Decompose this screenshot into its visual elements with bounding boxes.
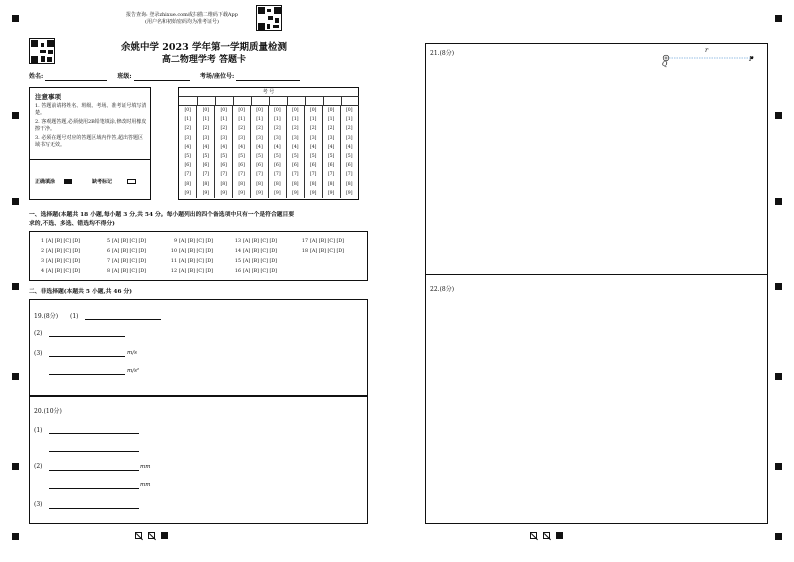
exam-number-digit-row — [179, 180, 358, 189]
exam-number-bubble[interactable]: [3] — [233, 134, 251, 143]
exam-number-bubble[interactable]: [5] — [197, 152, 215, 161]
exam-number-bubble[interactable]: [9] — [215, 189, 233, 198]
choice-options[interactable]: [A] [B] [C] [D] — [179, 259, 214, 264]
choice-question-number: 12 — [170, 269, 177, 274]
choice-question-number: 9 — [173, 239, 177, 244]
choice-options[interactable]: [A] [B] [C] [D] — [310, 239, 345, 244]
exam-number-bubble[interactable]: [5] — [268, 152, 286, 161]
exam-number-bubble[interactable]: [2] — [251, 124, 269, 133]
exam-number-bubble[interactable]: [3] — [304, 134, 322, 143]
exam-number-bubble[interactable]: [9] — [304, 189, 322, 198]
exam-number-bubble[interactable]: [5] — [322, 152, 340, 161]
exam-number-bubble[interactable]: [6] — [215, 161, 233, 170]
room-seat-label: 考场/座位号: — [199, 73, 235, 80]
exam-number-bubble[interactable]: [2] — [304, 124, 322, 133]
choice-question-number: 18 — [301, 249, 308, 254]
exam-number-bubble[interactable]: [6] — [268, 161, 286, 170]
registration-mark-bottom-right — [775, 533, 782, 540]
exam-number-bubble[interactable]: [5] — [286, 152, 304, 161]
exam-number-bubble[interactable]: [7] — [322, 170, 340, 179]
exam-number-grid — [178, 87, 359, 200]
exam-number-columns — [179, 96, 359, 105]
q19-unit-ms2: m/s² — [127, 368, 140, 374]
exam-number-bubble[interactable]: [4] — [268, 143, 286, 152]
exam-number-bubble[interactable]: [6] — [340, 161, 358, 170]
exam-number-bubble[interactable]: [5] — [340, 152, 358, 161]
label-r: r — [705, 46, 709, 54]
q21-title: 21.(8分) — [430, 50, 455, 57]
q20-part2-line-1[interactable] — [49, 463, 139, 471]
choice-options[interactable]: [A] [B] [C] [D] — [243, 239, 278, 244]
exam-number-digit-row — [179, 124, 358, 133]
exam-number-bubble[interactable]: [6] — [251, 161, 269, 170]
exam-number-bubble[interactable]: [3] — [251, 134, 269, 143]
exam-number-bubble[interactable]: [1] — [268, 115, 286, 124]
exam-number-bubble[interactable]: [0] — [322, 106, 340, 115]
exam-number-bubble[interactable]: [0] — [184, 108, 191, 114]
notes-item-2: 2. 客观题答题,必须使用2B铅笔填涂,修改时用橡皮擦干净。 — [35, 119, 147, 132]
choice-options[interactable]: [A] [B] [C] [D] — [46, 239, 81, 244]
exam-number-bubble[interactable]: [1] — [233, 115, 251, 124]
choice-question-5 — [102, 239, 146, 244]
exam-number-bubble[interactable]: [0] — [215, 106, 233, 115]
exam-number-bubble[interactable]: [1] — [197, 115, 215, 124]
q20-part1-line-1[interactable] — [49, 426, 139, 434]
exam-title: 高二物理学考 答题卡 — [161, 55, 247, 65]
exam-number-bubble[interactable]: [0] — [268, 106, 286, 115]
exam-number-write-cell-divider — [197, 96, 198, 105]
exam-number-bubble[interactable]: [3] — [197, 134, 215, 143]
exam-number-bubble[interactable]: [8] — [184, 181, 191, 187]
exam-number-digit-row — [179, 161, 358, 170]
exam-number-write-cell-divider — [251, 96, 252, 105]
exam-number-bubble[interactable]: [4] — [215, 143, 233, 152]
q19-part3-label: (3) — [34, 350, 43, 357]
choice-question-15 — [233, 259, 277, 264]
choice-question-number: 17 — [301, 239, 308, 244]
exam-number-bubble[interactable]: [0] — [251, 106, 269, 115]
exam-number-bubble[interactable]: [1] — [304, 115, 322, 124]
exam-number-bubble[interactable]: [9] — [233, 189, 251, 198]
choice-question-4 — [36, 269, 80, 274]
absent-label: 缺考标记 — [92, 179, 113, 185]
choice-options[interactable]: [A] [B] [C] [D] — [112, 269, 147, 274]
page-mark-right-2 — [543, 532, 550, 539]
exam-number-bubble[interactable]: [7] — [340, 170, 358, 179]
registration-mark-right-2 — [775, 198, 782, 205]
choice-options[interactable]: [A] [B] [C] [D] — [179, 249, 214, 254]
q20-unit-mm-1: mm — [140, 464, 151, 470]
right-answer-area — [425, 43, 768, 524]
exam-number-bubble[interactable]: [3] — [184, 135, 191, 141]
exam-number-bubble[interactable]: [8] — [251, 180, 269, 189]
exam-number-bubble[interactable]: [9] — [322, 189, 340, 198]
choice-options[interactable]: [A] [B] [C] [D] — [243, 249, 278, 254]
exam-number-bubble[interactable]: [2] — [322, 124, 340, 133]
paper-qr-code — [29, 38, 55, 64]
q20-part2-label: (2) — [34, 463, 43, 470]
choice-question-number: 8 — [106, 269, 110, 274]
exam-number-bubble[interactable]: [2] — [268, 124, 286, 133]
choice-question-14 — [233, 249, 277, 254]
exam-number-bubble[interactable]: [6] — [233, 161, 251, 170]
exam-number-bubble[interactable]: [3] — [268, 134, 286, 143]
registration-mark-top-left — [12, 15, 19, 22]
exam-number-bubble[interactable]: [5] — [304, 152, 322, 161]
exam-number-bubble[interactable]: [4] — [197, 143, 215, 152]
exam-number-bubble[interactable]: [1] — [286, 115, 304, 124]
exam-number-write-cell-divider — [215, 96, 216, 105]
exam-number-bubble[interactable]: [1] — [251, 115, 269, 124]
page-mark-right-1 — [530, 532, 537, 539]
exam-number-bubble[interactable]: [5] — [184, 154, 191, 160]
exam-number-bubble[interactable]: [4] — [286, 143, 304, 152]
exam-number-digit-row — [179, 170, 358, 179]
section1-title-cont: 求的,不选、多选、错选均不得分) — [29, 221, 115, 227]
exam-number-bubble[interactable]: [9] — [286, 189, 304, 198]
exam-number-bubble[interactable]: [4] — [304, 143, 322, 152]
registration-mark-right-5 — [775, 463, 782, 470]
registration-mark-left-3 — [12, 283, 19, 290]
q20-answer-box — [29, 396, 368, 524]
exam-number-bubble[interactable]: [7] — [251, 170, 269, 179]
choice-answer-box — [29, 231, 368, 281]
page-mark-right-3 — [556, 532, 563, 539]
school-title: 余姚中学 2023 学年第一学期质量检测 — [120, 42, 288, 53]
exam-number-bubble[interactable]: [8] — [268, 180, 286, 189]
exam-number-digit-row — [179, 134, 358, 143]
section2-title: 二、非选择题(本题共 5 小题,共 46 分) — [29, 289, 133, 295]
exam-number-bubble[interactable]: [6] — [184, 163, 191, 169]
exam-number-bubble[interactable]: [0] — [286, 106, 304, 115]
notes-divider — [30, 159, 151, 160]
choice-question-number: 3 — [40, 259, 44, 264]
exam-number-bubble[interactable]: [4] — [251, 143, 269, 152]
exam-number-write-cell-divider — [323, 96, 324, 105]
choice-question-number: 14 — [234, 249, 241, 254]
q20-part1-line-2[interactable] — [49, 444, 139, 452]
q19-part1-line[interactable] — [85, 312, 161, 320]
q20-part2-line-2[interactable] — [49, 481, 139, 489]
exam-number-bubble[interactable]: [0] — [197, 106, 215, 115]
choice-question-number: 2 — [40, 249, 44, 254]
exam-number-bubble[interactable]: [4] — [233, 143, 251, 152]
exam-number-bubble[interactable]: [2] — [215, 124, 233, 133]
name-field[interactable] — [45, 72, 107, 81]
choice-question-number: 11 — [170, 259, 177, 264]
exam-number-bubble[interactable]: [8] — [340, 180, 358, 189]
exam-number-bubble[interactable]: [5] — [233, 152, 251, 161]
exam-number-bubble[interactable]: [5] — [251, 152, 269, 161]
exam-number-bubble[interactable]: [8] — [286, 180, 304, 189]
choice-options[interactable]: [A] [B] [C] [D] — [112, 259, 147, 264]
exam-number-bubble[interactable]: [8] — [322, 180, 340, 189]
registration-mark-bottom-left — [12, 533, 19, 540]
exam-number-bubble[interactable]: [0] — [233, 106, 251, 115]
exam-number-bubble[interactable]: [7] — [286, 170, 304, 179]
exam-number-digit-row — [179, 189, 358, 198]
class-field[interactable] — [134, 72, 190, 81]
q20-part1-label: (1) — [34, 427, 43, 434]
registration-mark-top-right — [775, 15, 782, 22]
exam-number-bubble[interactable]: [8] — [233, 180, 251, 189]
absent-mark-box[interactable] — [127, 179, 136, 184]
exam-number-bubble[interactable]: [1] — [340, 115, 358, 124]
choice-question-number: 6 — [106, 249, 110, 254]
exam-number-bubble[interactable]: [6] — [322, 161, 340, 170]
registration-mark-left-4 — [12, 373, 19, 380]
choice-options[interactable]: [A] [B] [C] [D] — [46, 249, 81, 254]
exam-number-bubble[interactable]: [2] — [197, 124, 215, 133]
exam-number-header: 考 号 — [262, 89, 275, 95]
choice-question-number: 1 — [40, 239, 44, 244]
exam-number-bubble[interactable]: [4] — [322, 143, 340, 152]
registration-mark-right-4 — [775, 373, 782, 380]
page-mark-left-2 — [148, 532, 155, 539]
choice-question-3 — [36, 259, 80, 264]
choice-options[interactable]: [A] [B] [C] [D] — [310, 249, 345, 254]
download-qr-code — [256, 5, 282, 31]
exam-number-write-cell-divider — [269, 96, 270, 105]
choice-question-8 — [102, 269, 146, 274]
choice-question-12 — [169, 269, 213, 274]
choice-question-number: 4 — [40, 269, 44, 274]
choice-options[interactable]: [A] [B] [C] [D] — [179, 239, 214, 244]
correct-fill-label: 正确填涂 — [35, 179, 56, 185]
exam-number-bubble[interactable]: [2] — [286, 124, 304, 133]
choice-options[interactable]: [A] [B] [C] [D] — [243, 259, 278, 264]
report-notice-line1: 报告查询: 登录zhixue.com或扫描二维码下载App — [126, 12, 238, 18]
class-label: 班级: — [117, 73, 132, 80]
exam-number-bubble-table — [179, 106, 358, 198]
section1-title: 一、选择题(本题共 18 小题,每小题 3 分,共 54 分。每小题列出的四个备选项中只有一个是符合题目要 — [29, 212, 295, 218]
exam-number-bubble[interactable]: [5] — [215, 152, 233, 161]
exam-number-bubble[interactable]: [1] — [215, 115, 233, 124]
registration-mark-left-1 — [12, 112, 19, 119]
exam-number-bubble[interactable]: [3] — [286, 134, 304, 143]
choice-question-9 — [169, 239, 213, 244]
exam-number-write-cell-divider — [233, 96, 234, 105]
notes-item-3: 3. 必须在题号对应的答题区域内作答,超出答题区域书写无效。 — [35, 135, 143, 148]
exam-number-bubble[interactable]: [7] — [197, 170, 215, 179]
exam-number-digit-row — [179, 152, 358, 161]
exam-number-bubble[interactable]: [4] — [340, 143, 358, 152]
choice-question-13 — [233, 239, 277, 244]
choice-question-number: 13 — [234, 239, 241, 244]
exam-number-write-cell-divider — [305, 96, 306, 105]
q22-title: 22.(8分) — [430, 286, 455, 293]
label-q: Q — [662, 60, 668, 68]
q19-part1-label: (1) — [70, 313, 79, 320]
choice-options[interactable]: [A] [B] [C] [D] — [46, 269, 81, 274]
exam-number-bubble[interactable]: [9] — [268, 189, 286, 198]
choice-options[interactable]: [A] [B] [C] [D] — [46, 259, 81, 264]
exam-number-bubble[interactable]: [2] — [184, 126, 191, 132]
q20-part3-line[interactable] — [49, 501, 139, 509]
q20-part3-label: (3) — [34, 501, 43, 508]
exam-number-bubble[interactable]: [3] — [215, 134, 233, 143]
q19-part2-line[interactable] — [49, 329, 125, 337]
exam-number-write-cell-divider — [287, 96, 288, 105]
report-notice — [112, 12, 252, 26]
choice-options[interactable]: [A] [B] [C] [D] — [179, 269, 214, 274]
correct-fill-sample — [64, 179, 72, 184]
name-label: 姓名: — [29, 73, 44, 80]
exam-number-digit-row — [179, 106, 358, 115]
registration-mark-right-1 — [775, 112, 782, 119]
label-p: P — [749, 55, 754, 63]
exam-number-bubble[interactable]: [8] — [215, 180, 233, 189]
exam-number-bubble[interactable]: [2] — [233, 124, 251, 133]
q19-part3-line-2[interactable] — [49, 367, 125, 375]
exam-number-bubble[interactable]: [9] — [251, 189, 269, 198]
choice-options[interactable]: [A] [B] [C] [D] — [243, 269, 278, 274]
choice-question-11 — [169, 259, 213, 264]
choice-question-18 — [300, 249, 344, 254]
exam-number-bubble[interactable]: [7] — [184, 172, 191, 178]
registration-mark-left-5 — [12, 463, 19, 470]
registration-mark-right-3 — [775, 283, 782, 290]
choice-question-16 — [233, 269, 277, 274]
choice-question-number: 7 — [106, 259, 110, 264]
registration-mark-left-2 — [12, 198, 19, 205]
exam-number-bubble[interactable]: [7] — [215, 170, 233, 179]
choice-question-1 — [36, 239, 80, 244]
exam-number-bubble[interactable]: [7] — [268, 170, 286, 179]
exam-number-bubble[interactable]: [3] — [322, 134, 340, 143]
exam-number-bubble[interactable]: [7] — [304, 170, 322, 179]
page-mark-left-1 — [135, 532, 142, 539]
q20-unit-mm-2: mm — [140, 482, 151, 488]
exam-number-bubble[interactable]: [0] — [304, 106, 322, 115]
notes-box — [29, 87, 151, 200]
q21-q22-divider — [426, 274, 768, 275]
q19-answer-box — [29, 299, 368, 396]
exam-number-bubble[interactable]: [6] — [304, 161, 322, 170]
q19-title: 19.(8分) — [34, 313, 59, 320]
q19-part3-line-1[interactable] — [49, 349, 125, 357]
choice-question-7 — [102, 259, 146, 264]
choice-options[interactable]: [A] [B] [C] [D] — [112, 249, 147, 254]
choice-question-10 — [169, 249, 213, 254]
choice-question-2 — [36, 249, 80, 254]
exam-number-bubble[interactable]: [8] — [197, 180, 215, 189]
q19-part2-label: (2) — [34, 330, 43, 337]
page-mark-left-3 — [161, 532, 168, 539]
exam-number-bubble[interactable]: [2] — [340, 124, 358, 133]
q20-title: 20.(10分) — [34, 408, 62, 415]
exam-number-digit-row — [179, 115, 358, 124]
q19-unit-ms: m/s — [127, 350, 137, 356]
notes-item-1: 1. 答题前请将姓名、班级、考场、准考证号填写清楚。 — [35, 103, 147, 116]
exam-number-bubble[interactable]: [9] — [184, 190, 191, 196]
exam-number-bubble[interactable]: [3] — [340, 134, 358, 143]
exam-number-bubble[interactable]: [0] — [340, 106, 358, 115]
exam-number-bubble[interactable]: [8] — [304, 180, 322, 189]
exam-number-digit-row — [179, 143, 358, 152]
room-seat-field[interactable] — [236, 72, 300, 81]
choice-question-17 — [300, 239, 344, 244]
exam-number-bubble[interactable]: [9] — [340, 189, 358, 198]
exam-number-bubble[interactable]: [6] — [286, 161, 304, 170]
choice-question-number: 10 — [170, 249, 177, 254]
exam-number-bubble[interactable]: [9] — [197, 189, 215, 198]
exam-number-write-cell-divider — [341, 96, 342, 105]
exam-number-bubble[interactable]: [6] — [197, 161, 215, 170]
choice-question-number: 5 — [106, 239, 110, 244]
exam-number-bubble[interactable]: [4] — [184, 144, 191, 150]
exam-number-bubble[interactable]: [7] — [233, 170, 251, 179]
student-info-row — [29, 72, 369, 81]
report-notice-line2: (用户名和初始密码均为准考证号) — [145, 18, 219, 25]
exam-number-bubble[interactable]: [1] — [322, 115, 340, 124]
notes-title: 注意事项 — [35, 93, 61, 101]
choice-question-number: 15 — [234, 259, 241, 264]
exam-number-bubble[interactable]: [1] — [184, 117, 191, 123]
choice-question-6 — [102, 249, 146, 254]
choice-question-number: 16 — [234, 269, 241, 274]
choice-options[interactable]: [A] [B] [C] [D] — [112, 239, 147, 244]
